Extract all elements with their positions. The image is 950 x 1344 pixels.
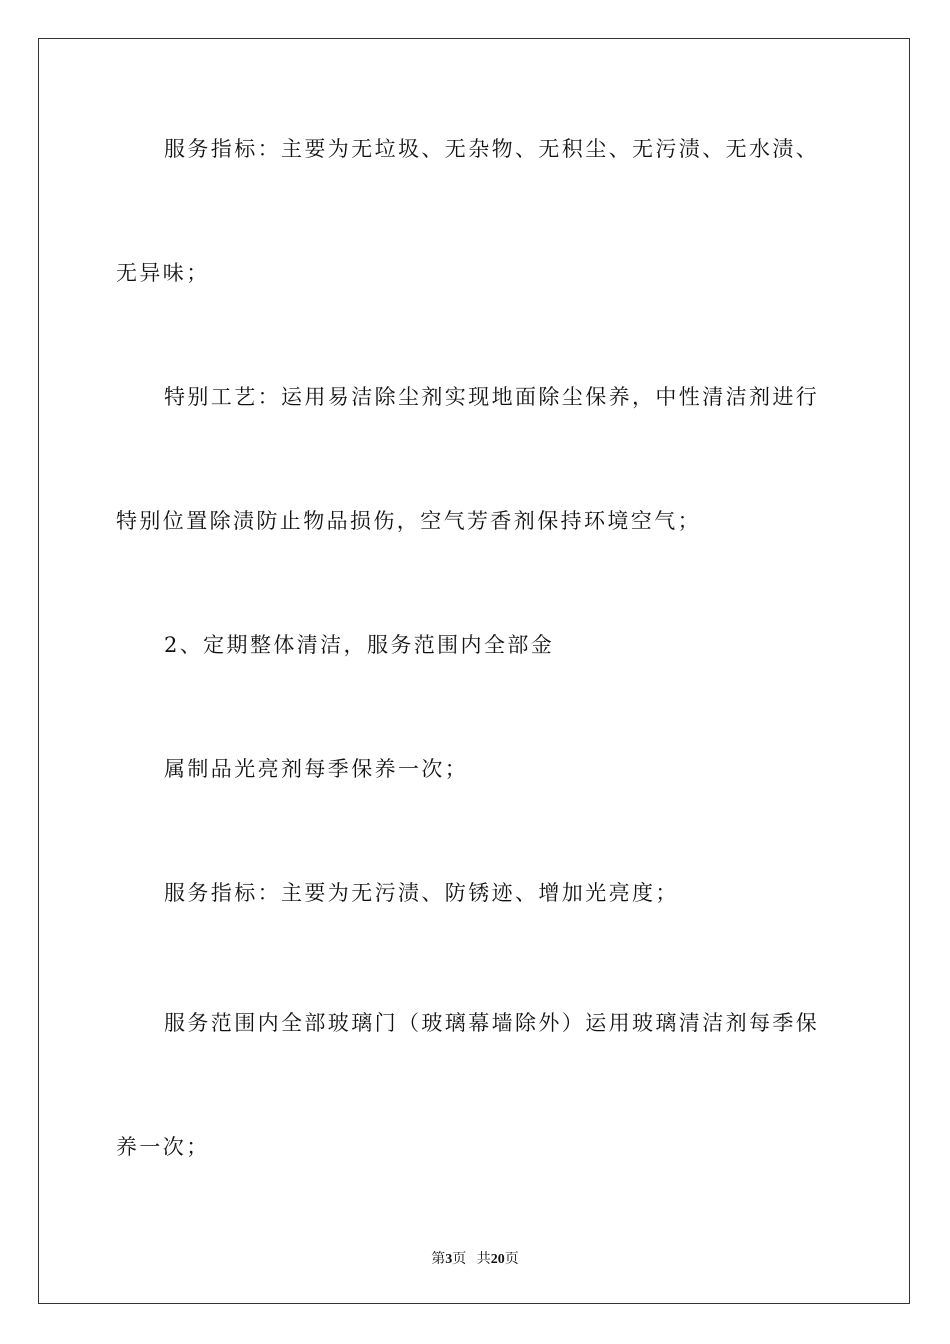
- footer-total-pages: 20: [490, 1252, 505, 1267]
- footer-total-suffix: 页: [504, 1252, 519, 1267]
- page-border: [38, 38, 910, 1304]
- footer-page-suffix: 页: [452, 1252, 467, 1267]
- paragraph-line-8: 服务范围内全部玻璃门（玻璃幕墙除外）运用玻璃清洁剂每季保: [164, 1011, 820, 1035]
- paragraph-line-2: 无异味；: [116, 261, 210, 285]
- footer-page-prefix: 第: [431, 1252, 446, 1267]
- paragraph-line-6: 属制品光亮剂每季保养一次；: [164, 757, 469, 781]
- paragraph-line-9: 养一次；: [116, 1135, 210, 1159]
- paragraph-line-3: 特别工艺：运用易洁除尘剂实现地面除尘保养，中性清洁剂进行: [164, 385, 820, 409]
- footer-page-number: 3: [445, 1252, 453, 1267]
- paragraph-line-5: 2、定期整体清洁，服务范围内全部金: [164, 633, 555, 657]
- paragraph-line-1: 服务指标：主要为无垃圾、无杂物、无积尘、无污渍、无水渍、: [164, 137, 820, 161]
- page-footer: [0, 1248, 950, 1268]
- footer-total-prefix: 共: [476, 1252, 491, 1267]
- paragraph-line-7: 服务指标：主要为无污渍、防锈迹、增加光亮度；: [164, 881, 679, 905]
- paragraph-line-4: 特别位置除渍防止物品损伤，空气芳香剂保持环境空气；: [116, 509, 701, 533]
